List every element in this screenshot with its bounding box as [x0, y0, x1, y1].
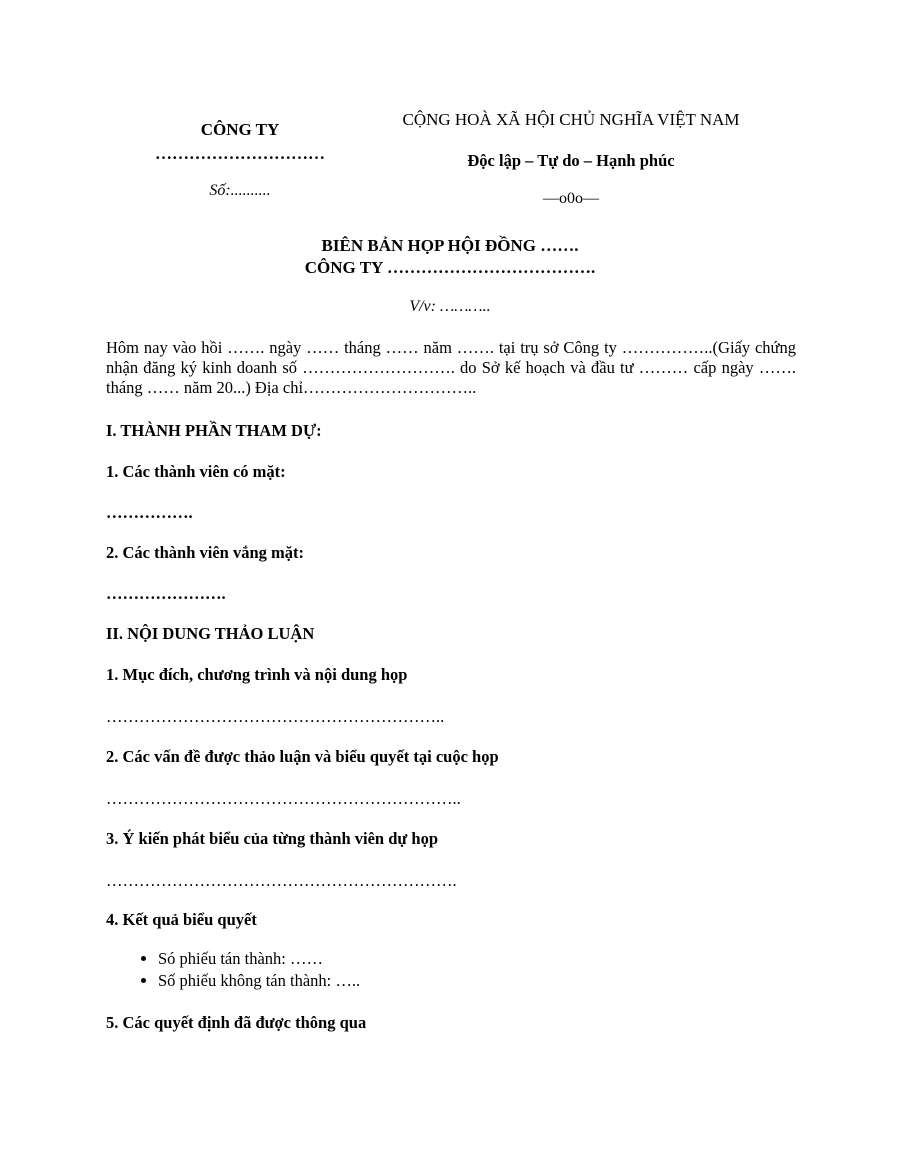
- header-separator: —o0o—: [543, 190, 599, 207]
- company-dots: …………………………: [155, 144, 325, 163]
- opinions-dots: ……………………………………………………….: [106, 871, 457, 890]
- present-members-dots: …………….: [106, 503, 193, 522]
- national-motto: Độc lập – Tự do – Hạnh phúc: [467, 151, 675, 170]
- intro-paragraph: Hôm nay vào hồi ……. ngày …… tháng …… năm ……. tại trụ sở Công ty ……………..(Giấy chứng nhận đăng ký kinh doanh số ………………………. do Sở kế hoạch và đầu tư ……… cấp ngày ……. tháng …… năm 20...) Địa chỉ…………………………..: [106, 338, 796, 397]
- purpose-dots: ……………………………………………………..: [106, 707, 445, 726]
- issues-heading: 2. Các vấn đề được thảo luận và biểu quyết tại cuộc họp: [106, 747, 499, 766]
- votes-against: • Số phiếu không tán thành: …..: [158, 970, 360, 992]
- nation-heading: CỘNG HOÀ XÃ HỘI CHỦ NGHĨA VIỆT NAM: [402, 110, 740, 129]
- votes-for: • Só phiếu tán thành: ……: [158, 948, 360, 970]
- absent-members-dots: ………………….: [106, 584, 226, 603]
- section-attendance-title: I. THÀNH PHẦN THAM DỰ:: [106, 421, 322, 440]
- present-members-label: 1. Các thành viên có mặt:: [106, 462, 286, 481]
- purpose-heading: 1. Mục đích, chương trình và nội dung họp: [106, 665, 408, 684]
- document-title-line1: BIÊN BẢN HỌP HỘI ĐỒNG …….: [321, 236, 579, 255]
- opinions-heading: 3. Ý kiến phát biểu của từng thành viên dự họp: [106, 829, 439, 848]
- document-number: Số:..........: [209, 182, 271, 199]
- company-label: CÔNG TY: [200, 120, 280, 139]
- vote-results-heading: 4. Kết quả biểu quyết: [106, 910, 257, 929]
- section-discussion-title: II. NỘI DUNG THẢO LUẬN: [106, 624, 315, 643]
- document-title-line2: CÔNG TY ……………………………….: [304, 258, 596, 277]
- absent-members-label: 2. Các thành viên vắng mặt:: [106, 543, 305, 562]
- document-subject: V/v: ………..: [409, 298, 491, 315]
- vote-results-list: [106, 948, 360, 992]
- decisions-heading: 5. Các quyết định đã được thông qua: [106, 1013, 367, 1032]
- issues-dots: ………………………………………………………..: [106, 789, 461, 808]
